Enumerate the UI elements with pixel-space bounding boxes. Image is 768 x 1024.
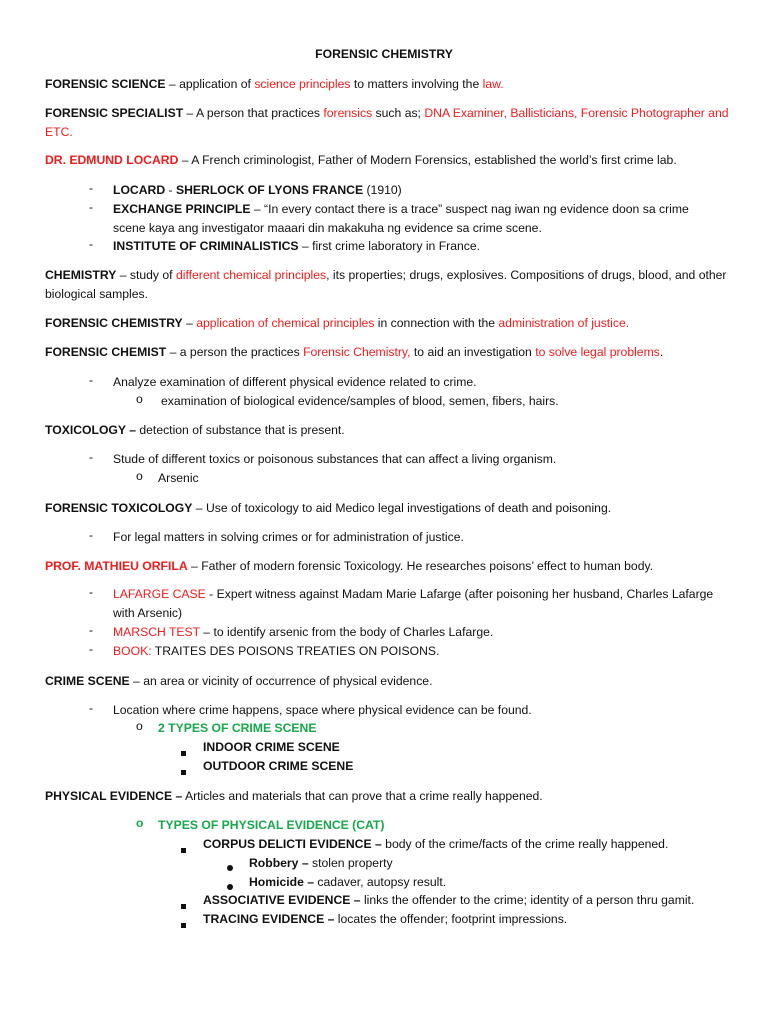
square-bullet — [181, 842, 186, 856]
term: FORENSIC TOXICOLOGY — [45, 501, 193, 515]
term: CRIME SCENE — [45, 674, 130, 688]
circle-bullet: o — [136, 469, 143, 483]
term: TOXICOLOGY – — [45, 423, 136, 437]
dash-bullet: - — [89, 181, 94, 195]
list-item-robbery: Robbery – stolen property — [249, 856, 393, 870]
dash-bullet: - — [89, 528, 94, 542]
term: PROF. MATHIEU ORFILA — [45, 559, 188, 573]
list-item-homicide: Homicide – cadaver, autopsy result. — [249, 875, 447, 889]
list-item-lafarge-case: LAFARGE CASE - Expert witness against Madam Marie Lafarge (after poisoning her husband, Charles Lafarge with Arsenic) — [113, 587, 714, 620]
square-bullet — [181, 898, 186, 912]
list-item: Location where crime happens, space where physical evidence can be found. — [113, 703, 532, 717]
square-bullet — [181, 764, 186, 778]
list-heading-crime-scene-types: 2 TYPES OF CRIME SCENE — [158, 721, 317, 735]
definition-forensic-chemist: FORENSIC CHEMIST – a person the practices Forensic Chemistry, to aid an investigation to solve legal problems. — [45, 345, 664, 359]
list-item-book: BOOK: TRAITES DES POISONS TREATIES ON POISONS. — [113, 644, 440, 658]
list-item: For legal matters in solving crimes or for administration of justice. — [113, 530, 464, 544]
definition-toxicology: TOXICOLOGY – detection of substance that is present. — [45, 423, 345, 437]
definition-forensic-science: FORENSIC SCIENCE – application of science principles to matters involving the law. — [45, 77, 504, 91]
circle-bullet: o — [136, 392, 143, 406]
term: DR. EDMUND LOCARD — [45, 153, 179, 167]
list-item-institute: INSTITUTE OF CRIMINALISTICS – first crime laboratory in France. — [113, 239, 481, 253]
definition-physical-evidence: PHYSICAL EVIDENCE – Articles and materials that can prove that a crime really happened. — [45, 789, 543, 803]
definition-crime-scene: CRIME SCENE – an area or vicinity of occurrence of physical evidence. — [45, 674, 433, 688]
dash-bullet: - — [89, 450, 94, 464]
term: PHYSICAL EVIDENCE – — [45, 789, 183, 803]
square-bullet — [181, 745, 186, 759]
definition-chemistry: CHEMISTRY – study of different chemical principles, its properties; drugs, explosives. Compositions of drugs, blood, and other biological samples. — [45, 268, 727, 301]
term: FORENSIC SCIENCE — [45, 77, 166, 91]
dash-bullet: - — [89, 200, 94, 214]
dash-bullet: - — [89, 237, 94, 251]
list-item-associative: ASSOCIATIVE EVIDENCE – links the offender to the crime; identity of a person thru gamit. — [203, 893, 695, 907]
list-item: Arsenic — [158, 471, 199, 485]
term: CHEMISTRY — [45, 268, 117, 282]
definition-forensic-specialist: FORENSIC SPECIALIST – A person that practices forensics such as; DNA Examiner, Ballisticians, Forensic Photographer and ETC. — [45, 106, 729, 139]
definition-edmund-locard: DR. EDMUND LOCARD – A French criminologist, Father of Modern Forensics, established the world’s first crime lab. — [45, 153, 677, 167]
list-item: Analyze examination of different physical evidence related to crime. — [113, 375, 477, 389]
list-heading-evidence-types: TYPES OF PHYSICAL EVIDENCE (CAT) — [158, 818, 385, 832]
circle-bullet: o — [136, 816, 144, 830]
square-bullet — [181, 917, 186, 931]
document-title: FORENSIC CHEMISTRY — [315, 47, 453, 61]
list-item-locard: LOCARD - SHERLOCK OF LYONS FRANCE (1910) — [113, 183, 402, 197]
list-item-marsch-test: MARSCH TEST – to identify arsenic from the body of Charles Lafarge. — [113, 625, 494, 639]
round-bullet — [227, 860, 233, 874]
definition-forensic-toxicology: FORENSIC TOXICOLOGY – Use of toxicology to aid Medico legal investigations of death and poisoning. — [45, 501, 612, 515]
list-item: OUTDOOR CRIME SCENE — [203, 759, 354, 773]
list-item-exchange-principle: EXCHANGE PRINCIPLE – “In every contact there is a trace” suspect nag iwan ng evidence doon sa crime scene kaya ang investigator maaari din makakuha ng evidence sa crime scene. — [113, 202, 689, 235]
list-item: INDOOR CRIME SCENE — [203, 740, 340, 754]
dash-bullet: - — [89, 373, 94, 387]
list-item: examination of biological evidence/samples of blood, semen, fibers, hairs. — [161, 394, 559, 408]
dash-bullet: - — [89, 642, 94, 656]
dash-bullet: - — [89, 623, 94, 637]
list-item: Stude of different toxics or poisonous substances that can affect a living organism. — [113, 452, 557, 466]
definition-mathieu-orfila: PROF. MATHIEU ORFILA – Father of modern forensic Toxicology. He researches poisons’ effect to human body. — [45, 559, 654, 573]
dash-bullet: - — [89, 701, 94, 715]
dash-bullet: - — [89, 585, 94, 599]
list-item-tracing: TRACING EVIDENCE – locates the offender; footprint impressions. — [203, 912, 568, 926]
term: FORENSIC CHEMIST — [45, 345, 167, 359]
term: FORENSIC CHEMISTRY — [45, 316, 183, 330]
circle-bullet: o — [136, 719, 143, 733]
term: FORENSIC SPECIALIST — [45, 106, 184, 120]
list-item-corpus-delicti: CORPUS DELICTI EVIDENCE – body of the crime/facts of the crime really happened. — [203, 837, 669, 851]
definition-forensic-chemistry: FORENSIC CHEMISTRY – application of chemical principles in connection with the administration of justice. — [45, 316, 630, 330]
